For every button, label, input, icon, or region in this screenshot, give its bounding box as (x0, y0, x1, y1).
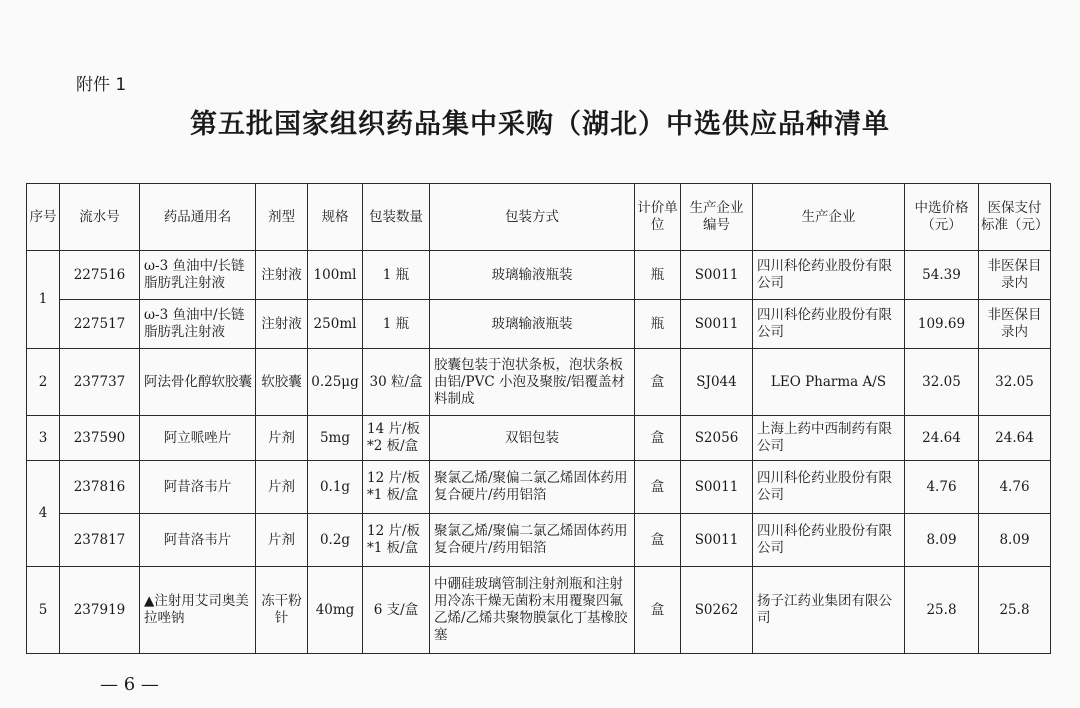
drug-name-cell: 阿昔洛韦片 (140, 514, 256, 567)
price-cell: 25.8 (905, 567, 979, 654)
maker-code-cell: S0011 (681, 514, 753, 567)
serial-cell: 227516 (60, 251, 140, 300)
row-number: 4 (27, 461, 60, 567)
unit-cell: 盒 (635, 514, 681, 567)
drug-name-cell: 阿昔洛韦片 (140, 461, 256, 514)
header-pack-qty: 包装数量 (363, 184, 430, 251)
table-row (27, 514, 1051, 567)
table-header-row (27, 184, 1051, 251)
serial-cell: 227517 (60, 300, 140, 349)
row-number: 1 (27, 251, 60, 349)
unit-cell: 瓶 (635, 251, 681, 300)
spec-cell: 100ml (308, 251, 363, 300)
packing-cell: 玻璃输液瓶装 (430, 251, 635, 300)
table-row (27, 416, 1051, 461)
table-row (27, 461, 1051, 514)
header-no: 序号 (27, 184, 60, 251)
unit-cell: 盒 (635, 416, 681, 461)
page-number: — 6 — (100, 674, 159, 695)
attachment-label: 附件 1 (76, 75, 127, 95)
price-cell: 109.69 (905, 300, 979, 349)
spec-cell: 0.2g (308, 514, 363, 567)
qty-cell: 1 瓶 (363, 300, 430, 349)
standard-cell: 非医保目录内 (979, 300, 1051, 349)
form-cell: 注射液 (256, 300, 308, 349)
maker-cell: LEO Pharma A/S (753, 349, 905, 416)
spec-cell: 0.25μg (308, 349, 363, 416)
form-cell: 片剂 (256, 514, 308, 567)
standard-cell: 32.05 (979, 349, 1051, 416)
maker-code-cell: S2056 (681, 416, 753, 461)
packing-cell: 聚氯乙烯/聚偏二氯乙烯固体药用复合硬片/药用铝箔 (430, 514, 635, 567)
price-cell: 8.09 (905, 514, 979, 567)
drug-name-cell: ▲注射用艾司奥美拉唑钠 (140, 567, 256, 654)
standard-cell: 24.64 (979, 416, 1051, 461)
drug-name-cell: ω-3 鱼油中/长链脂肪乳注射液 (140, 251, 256, 300)
standard-cell: 非医保目录内 (979, 251, 1051, 300)
maker-code-cell: SJ044 (681, 349, 753, 416)
qty-cell: 30 粒/盒 (363, 349, 430, 416)
maker-code-cell: S0011 (681, 461, 753, 514)
maker-cell: 上海上药中西制药有限公司 (753, 416, 905, 461)
maker-cell: 扬子江药业集团有限公司 (753, 567, 905, 654)
qty-cell: 14 片/板*2 板/盒 (363, 416, 430, 461)
spec-cell: 40mg (308, 567, 363, 654)
standard-cell: 8.09 (979, 514, 1051, 567)
maker-cell: 四川科伦药业股份有限公司 (753, 251, 905, 300)
header-serial: 流水号 (60, 184, 140, 251)
standard-cell: 25.8 (979, 567, 1051, 654)
drug-name-cell: 阿立哌唑片 (140, 416, 256, 461)
header-drug-name: 药品通用名 (140, 184, 256, 251)
form-cell: 片剂 (256, 416, 308, 461)
price-cell: 4.76 (905, 461, 979, 514)
price-cell: 54.39 (905, 251, 979, 300)
drug-list-table (26, 183, 1051, 654)
qty-cell: 6 支/盒 (363, 567, 430, 654)
table-row (27, 349, 1051, 416)
row-number: 5 (27, 567, 60, 654)
header-packing: 包装方式 (430, 184, 635, 251)
serial-cell: 237919 (60, 567, 140, 654)
packing-cell: 中硼硅玻璃管制注射剂瓶和注射用冷冻干燥无菌粉末用覆聚四氟乙烯/乙烯共聚物膜氯化丁基橡胶塞 (430, 567, 635, 654)
qty-cell: 1 瓶 (363, 251, 430, 300)
serial-cell: 237816 (60, 461, 140, 514)
qty-cell: 12 片/板*1 板/盒 (363, 514, 430, 567)
form-cell: 冻干粉针 (256, 567, 308, 654)
header-standard: 医保支付标准（元） (979, 184, 1051, 251)
header-unit: 计价单位 (635, 184, 681, 251)
price-cell: 32.05 (905, 349, 979, 416)
maker-cell: 四川科伦药业股份有限公司 (753, 461, 905, 514)
header-spec: 规格 (308, 184, 363, 251)
standard-cell: 4.76 (979, 461, 1051, 514)
header-maker-code: 生产企业编号 (681, 184, 753, 251)
table-row (27, 300, 1051, 349)
maker-code-cell: S0011 (681, 300, 753, 349)
table-row (27, 567, 1051, 654)
packing-cell: 玻璃输液瓶装 (430, 300, 635, 349)
unit-cell: 盒 (635, 461, 681, 514)
packing-cell: 胶囊包装于泡状条板，泡状条板由铝/PVC 小泡及聚胺/铝覆盖材料制成 (430, 349, 635, 416)
form-cell: 注射液 (256, 251, 308, 300)
table-row (27, 251, 1051, 300)
spec-cell: 250ml (308, 300, 363, 349)
header-maker: 生产企业 (753, 184, 905, 251)
packing-cell: 聚氯乙烯/聚偏二氯乙烯固体药用复合硬片/药用铝箔 (430, 461, 635, 514)
spec-cell: 0.1g (308, 461, 363, 514)
maker-code-cell: S0011 (681, 251, 753, 300)
form-cell: 片剂 (256, 461, 308, 514)
maker-cell: 四川科伦药业股份有限公司 (753, 514, 905, 567)
form-cell: 软胶囊 (256, 349, 308, 416)
drug-name-cell: 阿法骨化醇软胶囊 (140, 349, 256, 416)
serial-cell: 237590 (60, 416, 140, 461)
serial-cell: 237737 (60, 349, 140, 416)
unit-cell: 盒 (635, 567, 681, 654)
unit-cell: 盒 (635, 349, 681, 416)
row-number: 3 (27, 416, 60, 461)
maker-cell: 四川科伦药业股份有限公司 (753, 300, 905, 349)
page-title: 第五批国家组织药品集中采购（湖北）中选供应品种清单 (190, 109, 890, 140)
packing-cell: 双铝包装 (430, 416, 635, 461)
drug-name-cell: ω-3 鱼油中/长链脂肪乳注射液 (140, 300, 256, 349)
price-cell: 24.64 (905, 416, 979, 461)
header-price: 中选价格（元） (905, 184, 979, 251)
spec-cell: 5mg (308, 416, 363, 461)
maker-code-cell: S0262 (681, 567, 753, 654)
serial-cell: 237817 (60, 514, 140, 567)
qty-cell: 12 片/板*1 板/盒 (363, 461, 430, 514)
unit-cell: 瓶 (635, 300, 681, 349)
header-dosage-form: 剂型 (256, 184, 308, 251)
row-number: 2 (27, 349, 60, 416)
